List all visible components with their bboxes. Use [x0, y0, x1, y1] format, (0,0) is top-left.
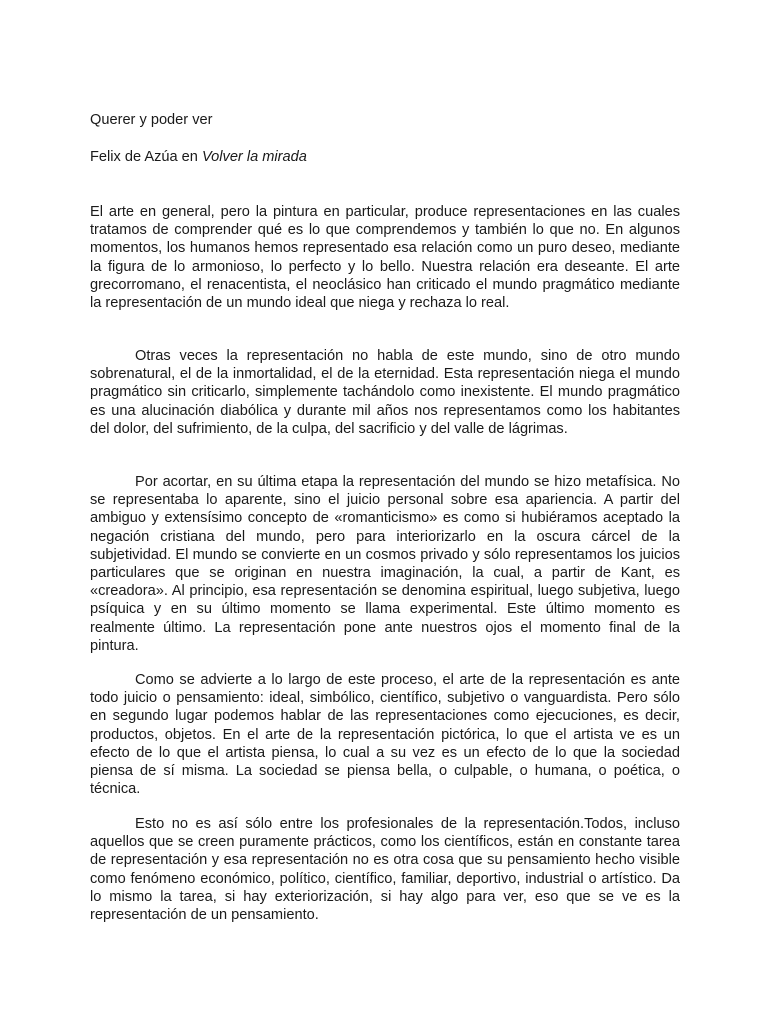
paragraph-3: Por acortar, en su última etapa la representación del mundo se hizo metafísica. No se representaba lo aparente, sino el juicio personal sobre esa apariencia. A partir del ambiguo y extensísimo concepto de «romanticismo» es como si hubiéramos aceptado la negación cristiana del mundo, pero para interiorizarlo en la oscura cárcel de la subjetividad. El mundo se convierte en un cosmos privado y sólo representamos los juicios particulares que se originan en nuestra imaginación, la cual, a partir de Kant, es «creadora». Al principio, esa representación se denomina espiritual, luego subjetiva, luego psíquica y en su último momento se llama experimental. Este último momento es realmente último. La representación pone ante nuestros ojos el momento final de la pintura. [90, 474, 680, 654]
byline-work-title: Volver la mirada [201, 149, 307, 165]
document-title: Querer y poder ver [90, 112, 213, 128]
document-byline [90, 148, 680, 166]
paragraph-2: Otras veces la representación no habla de este mundo, sino de otro mundo sobrenatural, el de la inmortalidad, el de la eternidad. Esta representación niega el mundo pragmático sin criticarlo, simplemente tachándolo como inexistente. El mundo pragmático es una alucinación diabólica y durante mil años nos representamos como los habitantes del dolor, del sufrimiento, de la culpa, del sacrificio y del valle de lágrimas. [90, 348, 680, 437]
paragraph-5: Esto no es así sólo entre los profesionales de la representación.Todos, incluso aquellos que se creen puramente prácticos, como los científicos, están en constante tarea de representación y esa representación no es otra cosa que su pensamiento hecho visible como fenómeno económico, político, científico, familiar, deportivo, industrial o artístico. Da lo mismo la tarea, si hay exteriorización, si hay algo para ver, eso que se ve es la representación de un pensamiento. [90, 816, 680, 924]
byline-author: Felix de Azúa en [90, 149, 202, 165]
paragraph-1: El arte en general, pero la pintura en particular, produce representaciones en las cuales tratamos de comprender qué es lo que comprendemos y también lo que no. En algunos momentos, los humanos hemos representado esa relación como un puro deseo, mediante la figura de lo armonioso, lo perfecto y lo bello. Nuestra relación era deseante. El arte grecorromano, el renacentista, el neoclásico han criticado el mundo pragmático mediante la representación de un mundo ideal que niega y rechaza lo real. [90, 204, 680, 312]
paragraph-4: Como se advierte a lo largo de este proceso, el arte de la representación es ante todo juicio o pensamiento: ideal, simbólico, científico, subjetivo o vanguardista. Pero sólo en segundo lugar podemos hablar de las representaciones como ejecuciones, es decir, productos, objetos. En el arte de la representación pictórica, lo que el artista ve es un efecto de lo que el artista piensa, lo cual a su vez es un efecto de lo que la sociedad piensa de sí misma. La sociedad se piensa bella, o culpable, o humana, o poética, o técnica. [90, 672, 680, 798]
